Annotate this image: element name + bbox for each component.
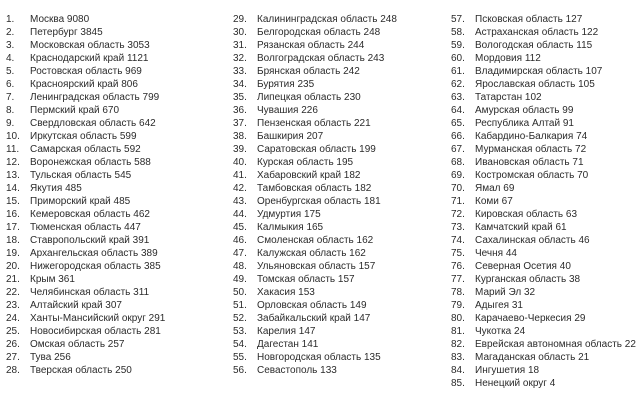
- list-item-number: 12.: [6, 157, 20, 168]
- list-item-number: 3.: [6, 40, 15, 51]
- list-item-number: 35.: [233, 92, 247, 103]
- list-item-number: 77.: [451, 274, 465, 285]
- list-item: [451, 234, 639, 247]
- list-item: [6, 26, 226, 39]
- list-item: [233, 312, 448, 325]
- list-item-text: Ингушетия 18: [475, 365, 540, 376]
- list-item-text: Алтайский край 307: [30, 300, 122, 311]
- list-item: [451, 208, 639, 221]
- list-item-number: 29.: [233, 14, 247, 25]
- list-item: [451, 260, 639, 273]
- list-item-number: 75.: [451, 248, 465, 259]
- list-item-text: Рязанская область 244: [257, 40, 365, 51]
- list-item-text: Магаданская область 21: [475, 352, 590, 363]
- list-item: [451, 377, 639, 390]
- list-item-text: Новгородская область 135: [257, 352, 381, 363]
- list-item-text: Ленинградская область 799: [30, 92, 160, 103]
- list-item-number: 83.: [451, 352, 465, 363]
- list-item-number: 59.: [451, 40, 465, 51]
- list-item: [451, 286, 639, 299]
- list-item-text: Ставропольский край 391: [30, 235, 150, 246]
- list-item-number: 2.: [6, 27, 15, 38]
- list-item-text: Нижегородская область 385: [30, 261, 161, 272]
- list-item-text: Челябинская область 311: [30, 287, 150, 298]
- list-item: [6, 338, 226, 351]
- list-item-number: 1.: [6, 14, 15, 25]
- list-item: [6, 91, 226, 104]
- list-item: [6, 52, 226, 65]
- list-item-number: 76.: [451, 261, 465, 272]
- list-item: [6, 195, 226, 208]
- list-item-text: Иркутская область 599: [30, 131, 137, 142]
- list-item-number: 38.: [233, 131, 247, 142]
- list-item: [6, 221, 226, 234]
- list-item-text: Псковская область 127: [475, 14, 583, 25]
- list-item-number: 50.: [233, 287, 247, 298]
- list-item-number: 31.: [233, 40, 247, 51]
- list-item: [233, 143, 448, 156]
- list-item-text: Амурская область 99: [475, 105, 574, 116]
- list-item-number: 84.: [451, 365, 465, 376]
- list-item-text: Самарская область 592: [30, 144, 141, 155]
- list-item: [233, 273, 448, 286]
- list-item-text: Тюменская область 447: [30, 222, 141, 233]
- list-item-text: Татарстан 102: [475, 92, 542, 103]
- list-item-number: 36.: [233, 105, 247, 116]
- list-item-text: Брянская область 242: [257, 66, 360, 77]
- list-item-number: 74.: [451, 235, 465, 246]
- list-item: [6, 325, 226, 338]
- list-item: [451, 78, 639, 91]
- list-item-number: 27.: [6, 352, 20, 363]
- list-column-1: [6, 13, 226, 377]
- list-item: [6, 364, 226, 377]
- list-column-2: [233, 13, 448, 377]
- list-item-number: 28.: [6, 365, 20, 376]
- list-item-number: 69.: [451, 170, 465, 181]
- list-item-number: 48.: [233, 261, 247, 272]
- list-item: [6, 39, 226, 52]
- list-item: [451, 65, 639, 78]
- list-item-number: 81.: [451, 326, 465, 337]
- list-item-number: 14.: [6, 183, 20, 194]
- list-item: [233, 78, 448, 91]
- list-item: [233, 195, 448, 208]
- list-item-number: 10.: [6, 131, 20, 142]
- list-item-number: 70.: [451, 183, 465, 194]
- list-item: [451, 273, 639, 286]
- list-item: [451, 221, 639, 234]
- list-item-text: Ярославская область 105: [475, 79, 595, 90]
- list-item-text: Тува 256: [30, 352, 71, 363]
- list-item-text: Пермский край 670: [30, 105, 120, 116]
- list-item-number: 34.: [233, 79, 247, 90]
- list-item: [233, 117, 448, 130]
- list-item-number: 5.: [6, 66, 15, 77]
- list-item-text: Пензенская область 221: [257, 118, 371, 129]
- list-item-number: 41.: [233, 170, 247, 181]
- list-item-number: 47.: [233, 248, 247, 259]
- list-item: [233, 351, 448, 364]
- list-item-text: Красноярский край 806: [30, 79, 138, 90]
- list-item-text: Мордовия 112: [475, 53, 541, 64]
- list-item-text: Якутия 485: [30, 183, 82, 194]
- list-item: [233, 169, 448, 182]
- list-item-number: 23.: [6, 300, 20, 311]
- list-item: [451, 364, 639, 377]
- list-item-number: 40.: [233, 157, 247, 168]
- list-item: [233, 286, 448, 299]
- list-item: [6, 182, 226, 195]
- list-item: [233, 39, 448, 52]
- list-item-text: Петербург 3845: [30, 27, 103, 38]
- list-item-text: Тверская область 250: [30, 365, 132, 376]
- list-item-number: 11.: [6, 144, 20, 155]
- list-item: [6, 156, 226, 169]
- list-item-number: 49.: [233, 274, 247, 285]
- list-item-text: Адыгея 31: [475, 300, 523, 311]
- list-item: [451, 26, 639, 39]
- list-item-text: Оренбургская область 181: [257, 196, 381, 207]
- list-item: [6, 234, 226, 247]
- list-item: [233, 299, 448, 312]
- list-item: [233, 13, 448, 26]
- list-item: [451, 182, 639, 195]
- list-item-number: 16.: [6, 209, 20, 220]
- list-item-text: Приморский край 485: [30, 196, 131, 207]
- list-item-number: 21.: [6, 274, 20, 285]
- list-item-number: 46.: [233, 235, 247, 246]
- list-item: [6, 247, 226, 260]
- list-item-text: Московская область 3053: [30, 40, 150, 51]
- list-item: [6, 273, 226, 286]
- list-item: [233, 234, 448, 247]
- list-item-number: 72.: [451, 209, 465, 220]
- list-item: [451, 143, 639, 156]
- list-item-text: Севастополь 133: [257, 365, 337, 376]
- list-item-text: Крым 361: [30, 274, 75, 285]
- list-item-text: Белгородская область 248: [257, 27, 381, 38]
- list-item-number: 37.: [233, 118, 247, 129]
- list-item-number: 45.: [233, 222, 247, 233]
- list-column-3: [451, 13, 639, 390]
- list-item-text: Кабардино-Балкария 74: [475, 131, 588, 142]
- list-item-number: 52.: [233, 313, 247, 324]
- list-item-number: 20.: [6, 261, 20, 272]
- list-item-number: 51.: [233, 300, 247, 311]
- list-item-text: Кемеровская область 462: [30, 209, 150, 220]
- list-item-text: Краснодарский край 1121: [30, 53, 149, 64]
- list-item-number: 17.: [6, 222, 20, 233]
- list-item-text: Орловская область 149: [257, 300, 367, 311]
- list-item-number: 85.: [451, 378, 465, 389]
- list-item-text: Республика Алтай 91: [475, 118, 574, 129]
- list-item-text: Еврейская автономная область 22: [475, 339, 636, 350]
- list-item-number: 7.: [6, 92, 15, 103]
- list-item: [6, 65, 226, 78]
- list-item-text: Свердловская область 642: [30, 118, 156, 129]
- list-item-number: 9.: [6, 118, 15, 129]
- list-item-text: Удмуртия 175: [257, 209, 321, 220]
- list-item-number: 78.: [451, 287, 465, 298]
- list-item-number: 53.: [233, 326, 247, 337]
- list-item-number: 26.: [6, 339, 20, 350]
- list-item-text: Калмыкия 165: [257, 222, 324, 233]
- list-item-text: Вологодская область 115: [475, 40, 593, 51]
- list-item-text: Ивановская область 71: [475, 157, 584, 168]
- list-item-number: 63.: [451, 92, 465, 103]
- list-item-number: 30.: [233, 27, 247, 38]
- list-item-number: 60.: [451, 53, 465, 64]
- list-item-text: Архангельская область 389: [30, 248, 158, 259]
- list-item-number: 15.: [6, 196, 20, 207]
- list-item-text: Ульяновская область 157: [257, 261, 376, 272]
- list-item: [233, 91, 448, 104]
- list-item-number: 62.: [451, 79, 465, 90]
- list-item: [451, 91, 639, 104]
- list-item-text: Новосибирская область 281: [30, 326, 161, 337]
- list-item: [451, 312, 639, 325]
- list-item: [233, 26, 448, 39]
- list-item-text: Ростовская область 969: [30, 66, 142, 77]
- list-item-number: 80.: [451, 313, 465, 324]
- list-item-text: Северная Осетия 40: [475, 261, 571, 272]
- list-item-text: Дагестан 141: [257, 339, 319, 350]
- list-item: [233, 130, 448, 143]
- list-item-number: 33.: [233, 66, 247, 77]
- list-item-text: Карелия 147: [257, 326, 316, 337]
- list-item: [451, 299, 639, 312]
- list-item-text: Курская область 195: [257, 157, 354, 168]
- list-item-text: Ненецкий округ 4: [475, 378, 556, 389]
- list-item: [233, 247, 448, 260]
- list-item-text: Москва 9080: [30, 14, 90, 25]
- list-item: [451, 104, 639, 117]
- list-item-text: Астраханская область 122: [475, 27, 599, 38]
- list-item-number: 68.: [451, 157, 465, 168]
- list-item-number: 42.: [233, 183, 247, 194]
- list-item-text: Чечня 44: [475, 248, 517, 259]
- list-item: [451, 325, 639, 338]
- list-item: [233, 182, 448, 195]
- list-item-text: Костромская область 70: [475, 170, 589, 181]
- list-item-number: 54.: [233, 339, 247, 350]
- list-item-text: Омская область 257: [30, 339, 125, 350]
- list-item-number: 58.: [451, 27, 465, 38]
- list-item-number: 61.: [451, 66, 465, 77]
- list-item-text: Липецкая область 230: [257, 92, 361, 103]
- list-item-number: 73.: [451, 222, 465, 233]
- list-item: [6, 286, 226, 299]
- list-item-text: Тамбовская область 182: [257, 183, 372, 194]
- list-item: [451, 39, 639, 52]
- list-item: [233, 208, 448, 221]
- list-item: [233, 364, 448, 377]
- list-item: [233, 52, 448, 65]
- list-item-text: Томская область 157: [257, 274, 355, 285]
- list-item: [233, 325, 448, 338]
- list-item: [6, 260, 226, 273]
- list-item-text: Хабаровский край 182: [257, 170, 361, 181]
- list-item-number: 6.: [6, 79, 15, 90]
- list-item: [6, 299, 226, 312]
- list-item-number: 82.: [451, 339, 465, 350]
- list-item-number: 64.: [451, 105, 465, 116]
- list-item-text: Карачаево-Черкесия 29: [475, 313, 586, 324]
- list-item-text: Мурманская область 72: [475, 144, 587, 155]
- list-item-number: 19.: [6, 248, 20, 259]
- list-item-number: 65.: [451, 118, 465, 129]
- list-item: [451, 169, 639, 182]
- list-item: [6, 312, 226, 325]
- list-item-text: Владимирская область 107: [475, 66, 603, 77]
- list-item: [6, 117, 226, 130]
- list-item-text: Воронежская область 588: [30, 157, 151, 168]
- list-item: [451, 156, 639, 169]
- list-item-number: 24.: [6, 313, 20, 324]
- list-item-number: 66.: [451, 131, 465, 142]
- list-item-number: 71.: [451, 196, 465, 207]
- list-item-text: Чукотка 24: [475, 326, 526, 337]
- list-item-text: Бурятия 235: [257, 79, 315, 90]
- list-item: [233, 156, 448, 169]
- list-item: [6, 351, 226, 364]
- list-item-text: Тульская область 545: [30, 170, 132, 181]
- list-item: [6, 208, 226, 221]
- list-item-number: 57.: [451, 14, 465, 25]
- list-item-number: 25.: [6, 326, 20, 337]
- list-item: [6, 169, 226, 182]
- list-item: [451, 338, 639, 351]
- list-item: [6, 130, 226, 143]
- list-item: [233, 221, 448, 234]
- list-item-text: Курганская область 38: [475, 274, 581, 285]
- list-item: [233, 65, 448, 78]
- list-item-text: Ханты-Мансийский округ 291: [30, 313, 166, 324]
- list-item-number: 79.: [451, 300, 465, 311]
- list-item-text: Чувашия 226: [257, 105, 318, 116]
- list-item: [451, 351, 639, 364]
- list-item-text: Марий Эл 32: [475, 287, 536, 298]
- list-item-text: Калужская область 162: [257, 248, 366, 259]
- list-item-number: 32.: [233, 53, 247, 64]
- list-item-text: Смоленская область 162: [257, 235, 374, 246]
- list-item-text: Саратовская область 199: [257, 144, 376, 155]
- list-item: [6, 143, 226, 156]
- list-item-text: Забайкальский край 147: [257, 313, 371, 324]
- list-item-number: 4.: [6, 53, 15, 64]
- list-item-number: 43.: [233, 196, 247, 207]
- list-item: [451, 247, 639, 260]
- list-item-text: Башкирия 207: [257, 131, 324, 142]
- list-item: [233, 104, 448, 117]
- list-item-number: 13.: [6, 170, 20, 181]
- list-item-text: Кировская область 63: [475, 209, 578, 220]
- list-item-number: 56.: [233, 365, 247, 376]
- list-item: [451, 52, 639, 65]
- list-item-text: Камчатский край 61: [475, 222, 567, 233]
- list-item-number: 22.: [6, 287, 20, 298]
- list-item-number: 18.: [6, 235, 20, 246]
- list-item: [6, 104, 226, 117]
- list-item-text: Сахалинская область 46: [475, 235, 590, 246]
- list-item-text: Хакасия 153: [257, 287, 315, 298]
- list-item-text: Ямал 69: [475, 183, 515, 194]
- list-item: [451, 130, 639, 143]
- list-item-text: Волгоградская область 243: [257, 53, 385, 64]
- list-item-text: Коми 67: [475, 196, 513, 207]
- list-item: [6, 13, 226, 26]
- list-item-number: 67.: [451, 144, 465, 155]
- list-item: [451, 195, 639, 208]
- list-item: [451, 117, 639, 130]
- list-item: [451, 13, 639, 26]
- list-item-number: 44.: [233, 209, 247, 220]
- list-item: [233, 260, 448, 273]
- list-item-number: 55.: [233, 352, 247, 363]
- list-item: [6, 78, 226, 91]
- list-item-number: 8.: [6, 105, 15, 116]
- list-item-number: 39.: [233, 144, 247, 155]
- list-item-text: Калининградская область 248: [257, 14, 397, 25]
- list-item: [233, 338, 448, 351]
